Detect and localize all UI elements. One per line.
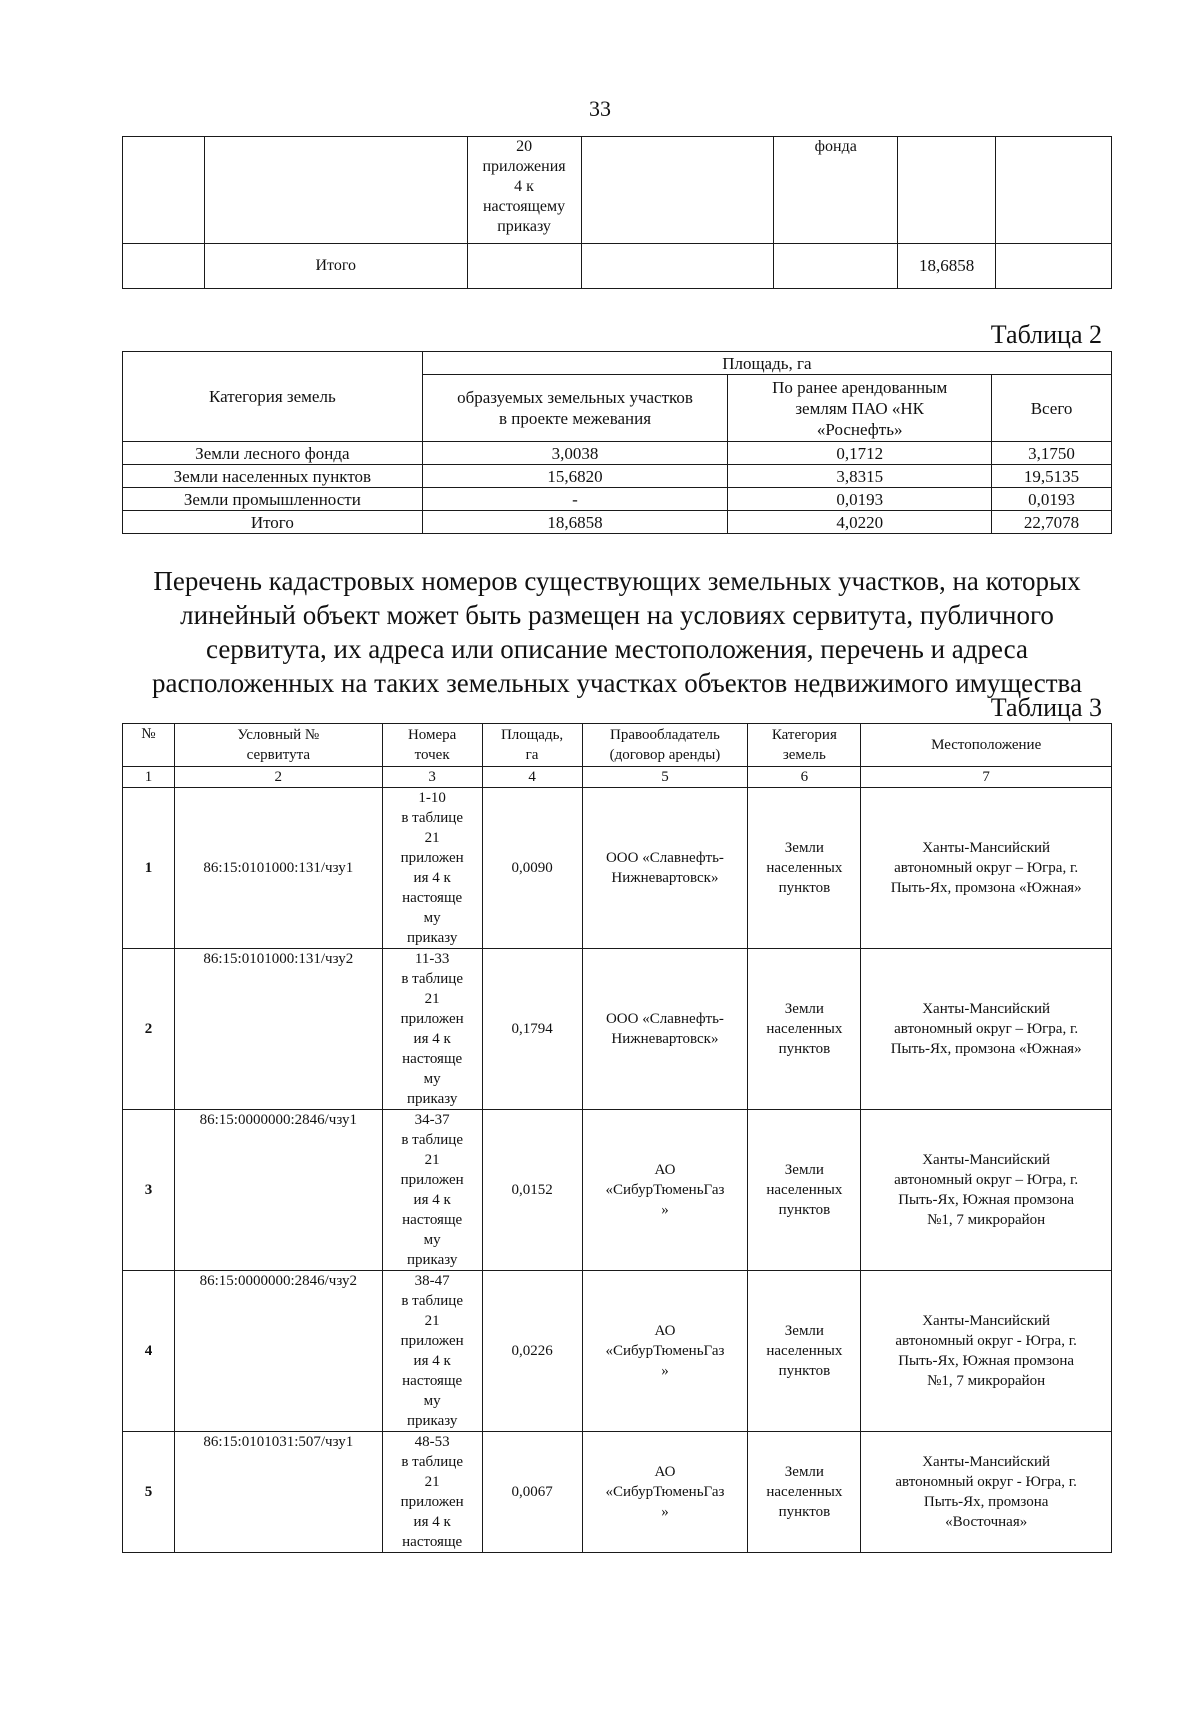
category-cell: Земли населенных пунктов bbox=[748, 1271, 861, 1432]
column-number: 7 bbox=[861, 767, 1112, 788]
table-2-caption: Таблица 2 bbox=[990, 320, 1102, 349]
table-row bbox=[123, 137, 1112, 244]
table-row bbox=[123, 465, 1112, 488]
table-cell: 19,5135 bbox=[992, 465, 1112, 488]
table-row bbox=[123, 488, 1112, 511]
table-cell: 3,1750 bbox=[992, 442, 1112, 465]
owner-cell: ООО «Славнефть- Нижневартовск» bbox=[582, 788, 748, 949]
points-cell: 34-37 в таблице 21 приложен ия 4 к настояще му приказу bbox=[382, 1110, 482, 1271]
table-3-caption: Таблица 3 bbox=[990, 693, 1102, 722]
page-number: 33 bbox=[589, 96, 611, 121]
header-servitude: Условный № сервитута bbox=[174, 724, 382, 767]
table-cell: 0,0193 bbox=[992, 488, 1112, 511]
header-owner: Правообладатель (договор аренды) bbox=[582, 724, 748, 767]
table-cell: 3,8315 bbox=[728, 465, 992, 488]
table-cell: Итого bbox=[123, 511, 423, 534]
location-cell: Ханты-Мансийский автономный округ - Югра, г. Пыть-Ях, Южная промзона №1, 7 микрорайон bbox=[861, 1271, 1112, 1432]
column-numbers-row bbox=[123, 767, 1112, 788]
row-number: 2 bbox=[123, 949, 175, 1110]
area-cell: 0,0067 bbox=[482, 1432, 582, 1553]
table-cell: фонда bbox=[774, 137, 898, 244]
location-cell: Ханты-Мансийский автономный округ - Югра, г. Пыть-Ях, промзона «Восточная» bbox=[861, 1432, 1112, 1553]
category-cell: Земли населенных пунктов bbox=[748, 949, 861, 1110]
owner-cell: АО «СибурТюменьГаз » bbox=[582, 1271, 748, 1432]
category-cell: Земли населенных пунктов bbox=[748, 1432, 861, 1553]
header-no: № bbox=[123, 724, 175, 767]
column-number: 6 bbox=[748, 767, 861, 788]
owner-cell: АО «СибурТюменьГаз » bbox=[582, 1432, 748, 1553]
location-cell: Ханты-Мансийский автономный округ – Югра, г. Пыть-Ях, промзона «Южная» bbox=[861, 788, 1112, 949]
column-number: 5 bbox=[582, 767, 748, 788]
row-number: 4 bbox=[123, 1271, 175, 1432]
table-cell: Земли населенных пунктов bbox=[123, 465, 423, 488]
owner-cell: АО «СибурТюменьГаз » bbox=[582, 1110, 748, 1271]
servitude-number: 86:15:0101031:507/чзу1 bbox=[174, 1432, 382, 1553]
table-cell: 22,7078 bbox=[992, 511, 1112, 534]
points-cell: 38-47 в таблице 21 приложен ия 4 к настояще му приказу bbox=[382, 1271, 482, 1432]
servitude-number: 86:15:0000000:2846/чзу2 bbox=[174, 1271, 382, 1432]
table-row bbox=[123, 949, 1112, 1110]
area-cell: 0,1794 bbox=[482, 949, 582, 1110]
header-location: Местоположение bbox=[861, 724, 1112, 767]
header-points: Номера точек bbox=[382, 724, 482, 767]
row-number: 3 bbox=[123, 1110, 175, 1271]
servitude-number: 86:15:0101000:131/чзу1 bbox=[174, 788, 382, 949]
header-area-group: Площадь, га bbox=[422, 352, 1111, 375]
total-area: 18,6858 bbox=[898, 244, 996, 289]
servitude-number: 86:15:0101000:131/чзу2 bbox=[174, 949, 382, 1110]
table-cell: 15,6820 bbox=[422, 465, 728, 488]
table-header-row bbox=[123, 724, 1112, 767]
points-cell: 1-10 в таблице 21 приложен ия 4 к настояще му приказу bbox=[382, 788, 482, 949]
total-label: Итого bbox=[204, 244, 467, 289]
column-number: 4 bbox=[482, 767, 582, 788]
table-cell: Земли лесного фонда bbox=[123, 442, 423, 465]
table-row bbox=[123, 442, 1112, 465]
table-cell: 0,0193 bbox=[728, 488, 992, 511]
table-cell: 3,0038 bbox=[422, 442, 728, 465]
table-row bbox=[123, 1432, 1112, 1553]
table-header-row bbox=[123, 352, 1112, 375]
header-area: Площадь, га bbox=[482, 724, 582, 767]
table-1-fragment bbox=[122, 136, 1112, 289]
servitude-number: 86:15:0000000:2846/чзу1 bbox=[174, 1110, 382, 1271]
table-3 bbox=[122, 723, 1112, 1553]
total-row bbox=[123, 244, 1112, 289]
location-cell: Ханты-Мансийский автономный округ – Югра, г. Пыть-Ях, Южная промзона №1, 7 микрорайон bbox=[861, 1110, 1112, 1271]
table-cell: 18,6858 bbox=[422, 511, 728, 534]
table-cell: 20 приложения 4 к настоящему приказу bbox=[467, 137, 581, 244]
area-cell: 0,0152 bbox=[482, 1110, 582, 1271]
owner-cell: ООО «Славнефть- Нижневартовск» bbox=[582, 949, 748, 1110]
table-row bbox=[123, 1110, 1112, 1271]
table-cell: 4,0220 bbox=[728, 511, 992, 534]
points-cell: 48-53 в таблице 21 приложен ия 4 к настояще bbox=[382, 1432, 482, 1553]
table-row bbox=[123, 788, 1112, 949]
table-cell: Земли промышленности bbox=[123, 488, 423, 511]
column-number: 2 bbox=[174, 767, 382, 788]
column-number: 3 bbox=[382, 767, 482, 788]
section-heading: Перечень кадастровых номеров существующих земельных участков, на которых линейный объект может быть размещен на условиях сервитута, публичного сервитута, их адреса или описание местоположения, перечень и адреса расположенных на таких земельных участках объектов недвижимого имущества bbox=[152, 566, 1082, 698]
header-category: Категория земель bbox=[748, 724, 861, 767]
category-cell: Земли населенных пунктов bbox=[748, 788, 861, 949]
table-2 bbox=[122, 351, 1112, 534]
category-cell: Земли населенных пунктов bbox=[748, 1110, 861, 1271]
table-row bbox=[123, 511, 1112, 534]
header-total: Всего bbox=[992, 375, 1112, 442]
table-cell: 0,1712 bbox=[728, 442, 992, 465]
area-cell: 0,0090 bbox=[482, 788, 582, 949]
header-formed: образуемых земельных участков в проекте межевания bbox=[422, 375, 728, 442]
row-number: 5 bbox=[123, 1432, 175, 1553]
header-category: Категория земель bbox=[123, 352, 423, 442]
location-cell: Ханты-Мансийский автономный округ – Югра, г. Пыть-Ях, промзона «Южная» bbox=[861, 949, 1112, 1110]
points-cell: 11-33 в таблице 21 приложен ия 4 к настояще му приказу bbox=[382, 949, 482, 1110]
row-number: 1 bbox=[123, 788, 175, 949]
header-leased: По ранее арендованным землям ПАО «НК «Роснефть» bbox=[728, 375, 992, 442]
table-cell: - bbox=[422, 488, 728, 511]
table-row bbox=[123, 1271, 1112, 1432]
column-number: 1 bbox=[123, 767, 175, 788]
area-cell: 0,0226 bbox=[482, 1271, 582, 1432]
